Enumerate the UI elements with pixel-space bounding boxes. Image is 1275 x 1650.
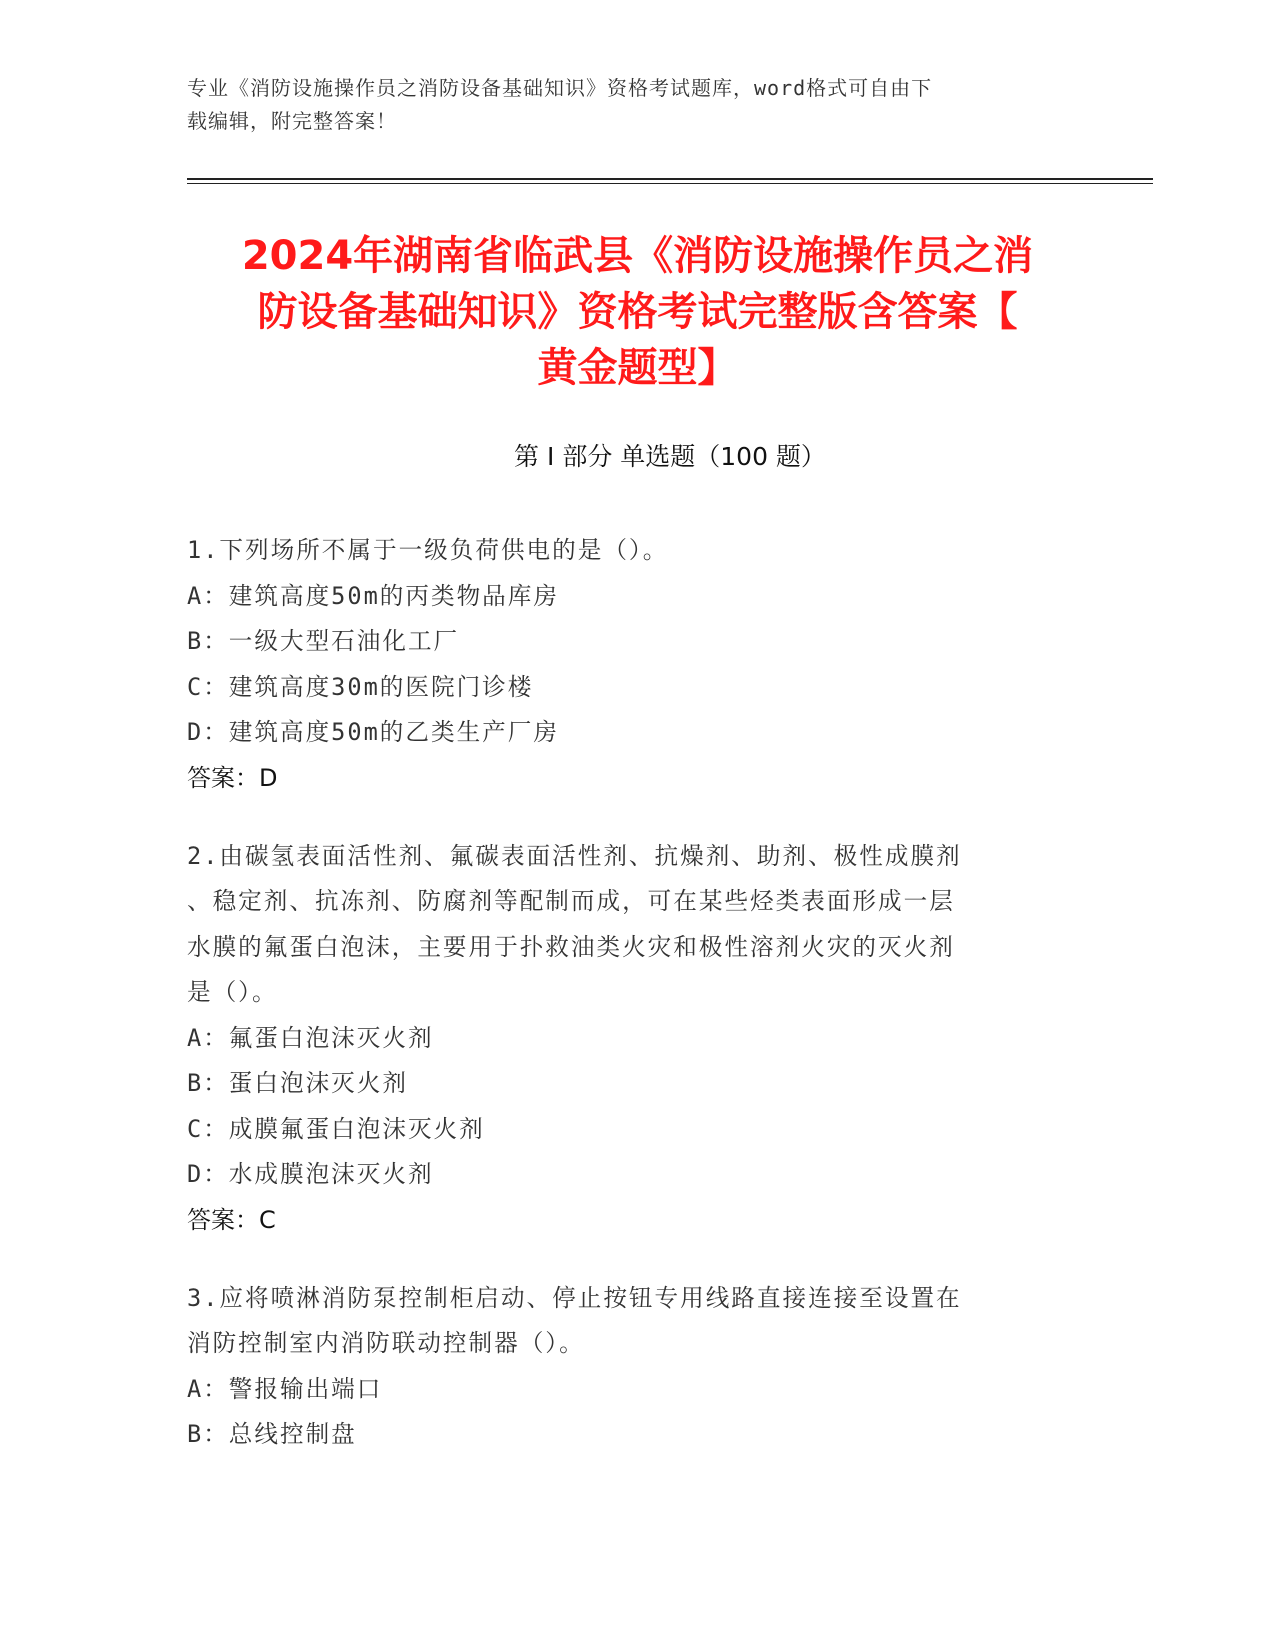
header-note-line-1: 专业《消防设施操作员之消防设备基础知识》资格考试题库，word格式可自由下 <box>187 76 933 100</box>
answer: 答案：C <box>187 1205 276 1234</box>
header-note-line-2: 载编辑，附完整答案！ <box>187 109 397 133</box>
question-list <box>187 528 1067 1491</box>
option-b: B：总线控制盘 <box>187 1420 357 1448</box>
header-divider-thick <box>187 178 1153 180</box>
option-a: A：建筑高度50m的丙类物品库房 <box>187 581 559 610</box>
question-stem-line: 是（）。 <box>187 978 278 1006</box>
option-a: A：警报输出端口 <box>187 1374 383 1403</box>
question-3 <box>187 1276 1067 1458</box>
document-title <box>160 228 1115 396</box>
option-a: A：氟蛋白泡沫灭火剂 <box>187 1023 434 1052</box>
question-stem-line: 2.由碳氢表面活性剂、氟碳表面活性剂、抗燥剂、助剂、极性成膜剂 <box>187 841 962 870</box>
title-line-3: 黄金题型】 <box>537 345 738 391</box>
question-1 <box>187 528 1067 801</box>
question-stem-line: 水膜的氟蛋白泡沫，主要用于扑救油类火灾和极性溶剂火灾的灭火剂 <box>187 932 955 961</box>
option-c: C：成膜氟蛋白泡沫灭火剂 <box>187 1114 485 1143</box>
answer: 答案：D <box>187 763 278 792</box>
option-b: B：一级大型石油化工厂 <box>187 627 460 655</box>
title-line-2: 防设备基础知识》资格考试完整版含答案【 <box>257 289 1018 335</box>
question-stem-line: 1.下列场所不属于一级负荷供电的是（）。 <box>187 536 669 564</box>
question-stem-line: 消防控制室内消防联动控制器（）。 <box>187 1329 585 1357</box>
question-stem-line: 3.应将喷淋消防泵控制柜启动、停止按钮专用线路直接连接至设置在 <box>187 1283 962 1312</box>
title-line-1: 2024年湖南省临武县《消防设施操作员之消 <box>241 233 1034 279</box>
option-d: D：水成膜泡沫灭火剂 <box>187 1160 434 1188</box>
question-2 <box>187 834 1067 1243</box>
option-d: D：建筑高度50m的乙类生产厂房 <box>187 718 559 746</box>
section-heading: 第 I 部分 单选题（100 题） <box>514 442 826 471</box>
option-b: B：蛋白泡沫灭火剂 <box>187 1069 408 1097</box>
header-divider-thin <box>187 183 1153 184</box>
header-note <box>187 72 1067 138</box>
option-c: C：建筑高度30m的医院门诊楼 <box>187 672 534 701</box>
question-stem-line: 、稳定剂、抗冻剂、防腐剂等配制而成，可在某些烃类表面形成一层 <box>187 887 955 915</box>
